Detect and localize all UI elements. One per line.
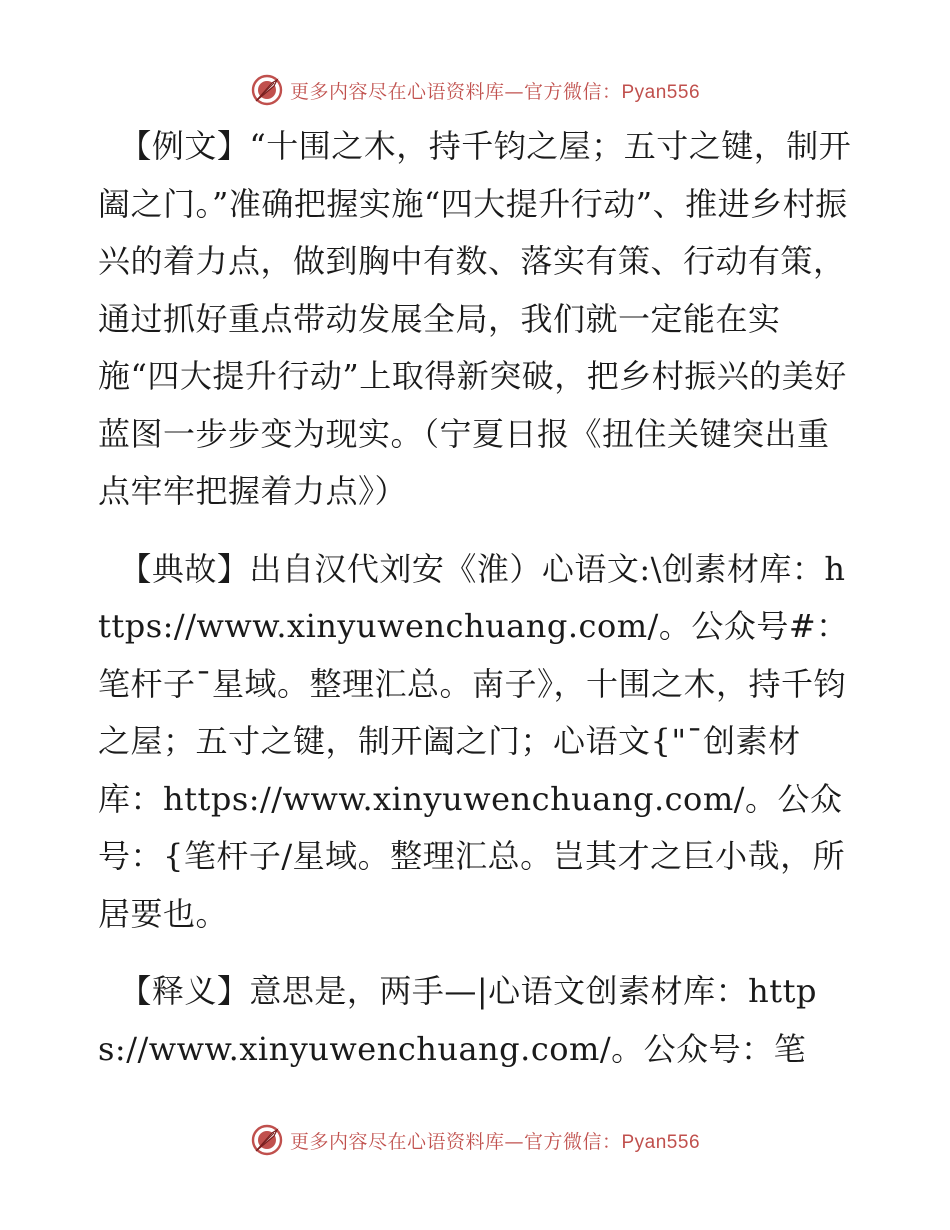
paragraph-meaning: 【释义】意思是，两手—|心语文创素材库：https://www.xinyuwenchuang.com/。公众号：笔 [98,972,817,1068]
footer-banner-official: 官方微信： [523,1130,622,1153]
header-banner-official: 官方微信： [523,80,622,103]
header-banner-content [250,73,700,107]
document-body [98,118,858,1098]
footer-banner-dash: — [504,1130,524,1153]
header-banner [0,70,950,110]
feather-logo-icon [250,73,284,107]
header-banner-cn: 更多内容尽在心语资料库 [289,80,505,103]
paragraph-example: 【例文】“十围之木，持千钧之屋；五寸之键，制开阖之门。”准确把握实施“四大提升行动”、推进乡村振兴的着力点，做到胸中有数、落实有策、行动有策，通过抓好重点带动发展全局，我们就一定能在实施“四大提升行动”上取得新突破，把乡村振兴的美好蓝图一步步变为现实。（宁夏日报《扭住关键突出重点牢牢把握着力点》） [98,127,852,510]
footer-banner [0,1120,950,1160]
footer-banner-cn: 更多内容尽在心语资料库 [289,1130,505,1153]
paragraph-allusion: 【典故】出自汉代刘安《淮）心语文:\创素材库：https://www.xinyuwenchuang.com/。公众号#：笔杆子¯星域。整理汇总。南子》，十围之木，持千钧之屋；五寸之键，制开阖之门；心语文{"¯创素材库：https://www.xinyuwenchuang.com/。公众号：{笔杆子/星域。整理汇总。岂其才之巨小哉，所居要也。 [98,549,849,933]
header-banner-dash: — [504,80,524,103]
feather-logo-icon [250,1123,284,1157]
footer-banner-content [250,1123,700,1157]
header-banner-text [290,77,700,104]
footer-banner-id: Pyan556 [621,1131,701,1153]
footer-banner-text [290,1127,700,1154]
header-banner-id: Pyan556 [621,81,701,103]
